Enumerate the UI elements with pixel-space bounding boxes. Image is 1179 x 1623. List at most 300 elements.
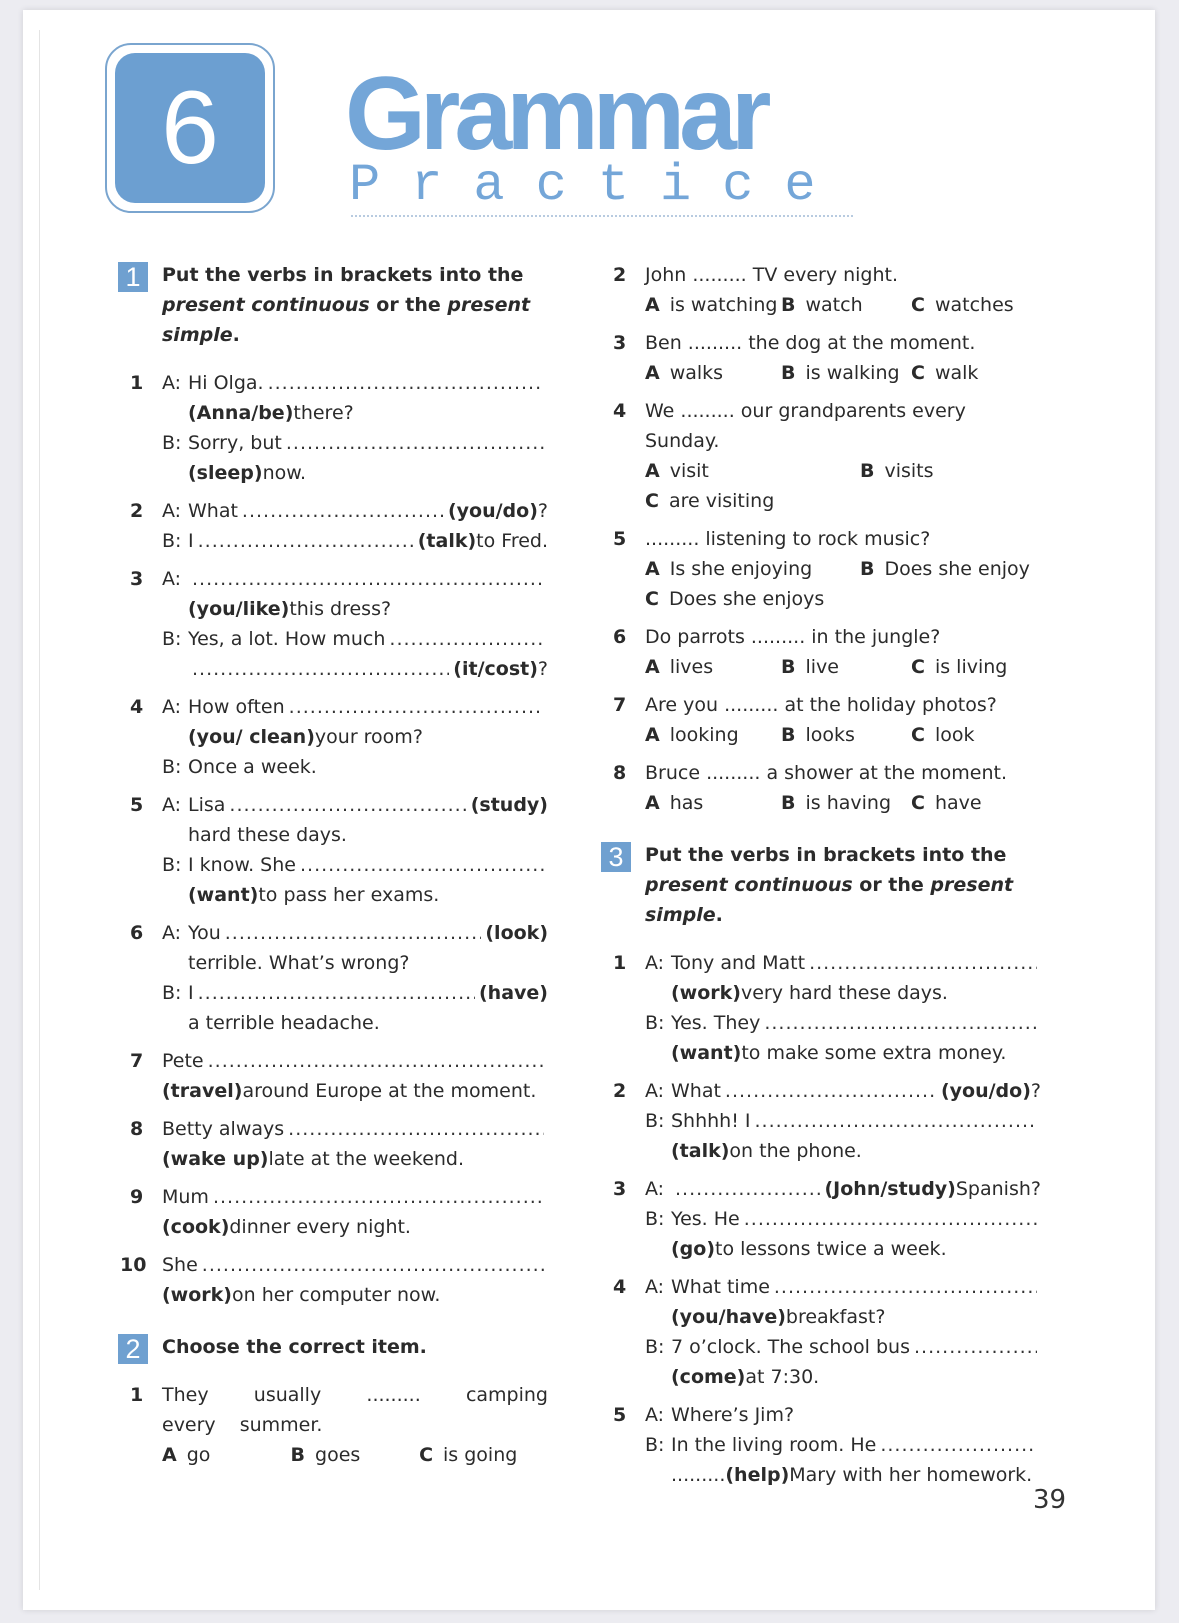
tense-name: present simple (645, 874, 1014, 926)
item-number: 1 (130, 1384, 144, 1406)
item-number: 7 (130, 1050, 144, 1072)
sentence-text: to make some extra money. (741, 1042, 1007, 1064)
options-row (645, 456, 1041, 486)
speaker-label: B: (162, 530, 182, 552)
exercise-item (601, 1174, 1041, 1264)
item-line (162, 1280, 548, 1310)
verb-prompt: (talk) (417, 530, 477, 552)
verb-prompt: (want) (188, 884, 259, 906)
item-number: 5 (613, 1404, 627, 1426)
item-line (162, 526, 548, 556)
exercise-item (118, 1182, 548, 1242)
item-line (162, 692, 548, 722)
answer-blank[interactable] (225, 918, 482, 948)
speaker-label: B: (645, 1012, 665, 1034)
item-line (162, 1212, 548, 1242)
option[interactable] (645, 290, 781, 320)
item-line (162, 1250, 548, 1280)
item-line (162, 752, 548, 782)
sentence-text: What time (671, 1276, 770, 1298)
exercise-1-heading (118, 260, 548, 350)
sentence-text: Tony and Matt (671, 952, 806, 974)
speaker-label: A: (645, 1276, 665, 1298)
sentence-text: on the phone. (729, 1140, 862, 1162)
option-letter: B (781, 724, 796, 746)
sentence-text: terrible. What’s wrong? (188, 952, 410, 974)
option-letter: A (162, 1444, 177, 1466)
sentence-text: Mum (162, 1186, 209, 1208)
item-line (162, 918, 548, 948)
option[interactable] (781, 720, 911, 750)
answer-blank[interactable] (198, 978, 475, 1008)
page-number: 39 (1033, 1485, 1067, 1515)
unit-number: 6 (115, 53, 265, 203)
sentence-text: In the living room. He (671, 1434, 877, 1456)
sentence-text: Once a week. (188, 756, 317, 778)
question-text: Do parrots ......... in the jungle? (645, 626, 941, 648)
option-text: lives (669, 656, 714, 678)
exercise-item (118, 1114, 548, 1174)
option-text: is walking (805, 362, 900, 384)
option[interactable] (911, 290, 1014, 320)
sentence-text: hard these days. (188, 824, 347, 846)
options-row (645, 720, 1041, 750)
instruction-text: or the (369, 294, 448, 316)
sentence-text: I know. She (188, 854, 296, 876)
exercise-number-badge: 1 (118, 262, 148, 292)
item-line (162, 458, 548, 488)
exercise-item (118, 1250, 548, 1310)
speaker-label: A: (645, 1178, 665, 1200)
option-letter: A (645, 724, 660, 746)
option-text: looks (805, 724, 855, 746)
option[interactable] (645, 554, 860, 584)
item-line (645, 978, 1041, 1008)
item-number: 5 (130, 794, 144, 816)
left-column (118, 260, 548, 1478)
verb-prompt: (it/cost) (453, 658, 538, 680)
item-line (645, 1174, 1041, 1204)
exercise-2-items-right (601, 260, 1041, 818)
speaker-label: A: (162, 372, 182, 394)
exercise-item (118, 790, 548, 910)
sentence-text: Mary with her homework. (789, 1464, 1033, 1486)
question-item (601, 758, 1041, 818)
option-letter: C (911, 656, 925, 678)
sentence-text: Pete (162, 1050, 204, 1072)
item-line (162, 594, 548, 624)
options-row (645, 486, 1041, 516)
answer-blank[interactable] (755, 1106, 1038, 1136)
item-line (162, 1008, 548, 1038)
speaker-label: B: (645, 1208, 665, 1230)
option[interactable] (911, 652, 1007, 682)
exercise-3-items (601, 948, 1041, 1490)
sentence-text: You (188, 922, 221, 944)
question-text: We ......... our grandparents every Sunday. (645, 400, 966, 452)
right-column (601, 260, 1041, 1498)
sentence-text: What (188, 500, 238, 522)
exercise-item (118, 564, 548, 684)
sentence-text: to Fred. (476, 530, 548, 552)
option[interactable] (645, 358, 781, 388)
question-text: Ben ......... the dog at the moment. (645, 332, 976, 354)
item-number: 10 (120, 1254, 147, 1276)
answer-blank[interactable] (725, 1076, 937, 1106)
tense-name: present continuous (645, 874, 853, 896)
verb-prompt: (cook) (162, 1216, 230, 1238)
sentence-text: a terrible headache. (188, 1012, 380, 1034)
speaker-label: A: (162, 696, 182, 718)
sentence-text: around Europe at the moment. (242, 1080, 537, 1102)
answer-blank[interactable] (198, 526, 414, 556)
option-text: is going (443, 1444, 518, 1466)
option[interactable] (645, 720, 781, 750)
exercise-item (118, 496, 548, 556)
item-number: 3 (613, 332, 627, 354)
item-line (162, 850, 548, 880)
exercise-item (118, 918, 548, 1038)
item-line (162, 1076, 548, 1106)
option-letter: B (781, 656, 796, 678)
exercise-3-instruction (645, 844, 1013, 926)
option-letter: C (645, 588, 659, 610)
exercise-2-instruction: Choose the correct item. (162, 1336, 427, 1358)
option[interactable] (645, 652, 781, 682)
tense-name: present simple (162, 294, 531, 346)
item-line (162, 1182, 548, 1212)
unit-badge (105, 43, 275, 213)
option-text: live (805, 656, 839, 678)
answer-blank[interactable] (764, 1008, 1037, 1038)
option[interactable] (911, 788, 982, 818)
item-number: 7 (613, 694, 627, 716)
item-number: 2 (613, 1080, 627, 1102)
item-line (162, 624, 548, 654)
exercise-item (601, 1076, 1041, 1166)
speaker-label: B: (162, 854, 182, 876)
verb-prompt: (you/do) (940, 1080, 1031, 1102)
option[interactable] (419, 1440, 548, 1470)
answer-blank[interactable] (389, 624, 544, 654)
item-line (645, 1302, 1041, 1332)
item-number: 6 (613, 626, 627, 648)
item-number: 2 (613, 264, 627, 286)
options-row (162, 1440, 548, 1470)
item-line (645, 1430, 1041, 1460)
item-line (162, 398, 548, 428)
item-line (645, 1400, 1041, 1430)
exercise-1-items (118, 368, 548, 1310)
option-text: is having (805, 792, 892, 814)
question-item (601, 396, 1041, 516)
sentence-text: I (188, 530, 194, 552)
item-number: 1 (613, 952, 627, 974)
option[interactable] (860, 554, 1030, 584)
option[interactable] (645, 486, 860, 516)
verb-prompt: (sleep) (188, 462, 263, 484)
option[interactable] (781, 652, 911, 682)
exercise-number-badge: 3 (601, 842, 631, 872)
sentence-text: to lessons twice a week. (715, 1238, 947, 1260)
item-number: 8 (130, 1118, 144, 1140)
option-letter: A (645, 460, 660, 482)
item-line (162, 880, 548, 910)
answer-blank[interactable] (213, 1182, 544, 1212)
option-text: Does she enjoy (884, 558, 1030, 580)
option-letter: B (781, 362, 796, 384)
item-line (162, 1144, 548, 1174)
item-number: 1 (130, 372, 144, 394)
sentence-text: 7 o’clock. The school bus (671, 1336, 911, 1358)
option[interactable] (645, 584, 860, 614)
exercise-item (601, 1272, 1041, 1392)
option-text: walks (669, 362, 724, 384)
exercise-2-heading (118, 1332, 548, 1362)
option-letter: C (911, 362, 925, 384)
question-item (601, 690, 1041, 750)
speaker-label: B: (162, 756, 182, 778)
item-line (162, 1114, 548, 1144)
option[interactable] (860, 456, 934, 486)
sentence-text: Yes. They (671, 1012, 761, 1034)
answer-blank[interactable] (774, 1272, 1037, 1302)
item-line (645, 1038, 1041, 1068)
verb-prompt: (work) (671, 982, 741, 1004)
option[interactable] (781, 290, 911, 320)
option-letter: B (290, 1444, 306, 1466)
option-text: Is she enjoying (669, 558, 813, 580)
answer-blank[interactable] (202, 1250, 544, 1280)
options-row (645, 358, 1041, 388)
sentence-text: What (671, 1080, 721, 1102)
sentence-text: ? (1030, 1080, 1041, 1102)
verb-prompt: (study) (470, 794, 548, 816)
speaker-label: B: (645, 1434, 665, 1456)
item-line (645, 1332, 1041, 1362)
item-line (162, 722, 548, 752)
sentence-text: on her computer now. (231, 1284, 441, 1306)
item-line (645, 1136, 1041, 1166)
sentence-text: Yes, a lot. How much (188, 628, 386, 650)
sentence-text: I (188, 982, 194, 1004)
answer-blank[interactable] (286, 428, 544, 458)
item-line (645, 1234, 1041, 1264)
option[interactable] (911, 720, 974, 750)
verb-prompt: (have) (479, 982, 548, 1004)
verb-prompt: (work) (162, 1284, 232, 1306)
options-row (645, 584, 1041, 614)
verb-prompt: (you/have) (671, 1306, 786, 1328)
option[interactable] (291, 1440, 420, 1470)
speaker-label: A: (645, 952, 665, 974)
sentence-text: to pass her exams. (258, 884, 440, 906)
question-item (601, 328, 1041, 388)
option[interactable] (781, 358, 911, 388)
sentence-text: She (162, 1254, 198, 1276)
workbook-page (23, 10, 1155, 1610)
option-text: has (669, 792, 704, 814)
sentence-text: at 7:30. (745, 1366, 820, 1388)
item-number: 3 (613, 1178, 627, 1200)
question-item (601, 260, 1041, 320)
sentence-text: How often (188, 696, 285, 718)
item-line (645, 948, 1041, 978)
option-letter: C (911, 294, 925, 316)
title-divider (351, 215, 853, 217)
sentence-text: late at the weekend. (268, 1148, 465, 1170)
item-line (645, 1008, 1041, 1038)
sentence-text: there? (293, 402, 354, 424)
option-letter: A (645, 656, 660, 678)
answer-blank[interactable] (300, 850, 544, 880)
option-text: are visiting (668, 490, 775, 512)
answer-blank[interactable] (229, 790, 466, 820)
option-letter: B (860, 460, 875, 482)
item-line (645, 1272, 1041, 1302)
sentence-text: this dress? (289, 598, 392, 620)
exercise-item (601, 948, 1041, 1068)
sentence-text: very hard these days. (740, 982, 948, 1004)
speaker-label: A: (645, 1080, 665, 1102)
answer-blank[interactable] (289, 692, 544, 722)
item-line (162, 368, 548, 398)
sentence-text: ? (537, 658, 548, 680)
options-row (645, 554, 1041, 584)
item-number: 6 (130, 922, 144, 944)
exercise-number-badge: 2 (118, 1334, 148, 1364)
question-item (601, 524, 1041, 614)
verb-prompt: (you/do) (447, 500, 538, 522)
sentence-text: Betty always (162, 1118, 285, 1140)
option-letter: A (645, 792, 660, 814)
option-text: Does she enjoys (668, 588, 825, 610)
option[interactable] (645, 456, 860, 486)
sentence-text: Where’s Jim? (671, 1404, 795, 1426)
option-text: watches (934, 294, 1014, 316)
answer-blank[interactable] (744, 1204, 1037, 1234)
item-number: 3 (130, 568, 144, 590)
verb-prompt: (talk) (671, 1140, 730, 1162)
option[interactable] (781, 788, 911, 818)
exercise-1-instruction (162, 264, 530, 346)
option-letter: A (645, 558, 660, 580)
option-text: looking (669, 724, 739, 746)
sentence-text: dinner every night. (229, 1216, 411, 1238)
sentence-text: Shhhh! I (671, 1110, 751, 1132)
item-line (162, 978, 548, 1008)
page-edge (39, 30, 40, 1590)
page-title: Grammar (345, 56, 766, 172)
option-text: goes (315, 1444, 361, 1466)
speaker-label: A: (162, 568, 182, 590)
item-line (645, 1362, 1041, 1392)
verb-prompt: (John/study) (824, 1178, 956, 1200)
speaker-label: A: (645, 1404, 665, 1426)
item-number: 8 (613, 762, 627, 784)
option-letter: C (419, 1444, 434, 1466)
option[interactable] (911, 358, 978, 388)
speaker-label: A: (162, 500, 182, 522)
verb-prompt: (wake up) (162, 1148, 269, 1170)
option-text: is watching (669, 294, 778, 316)
sentence-text: Hi Olga. (188, 372, 264, 394)
question-item (601, 622, 1041, 682)
sentence-text: Yes. He (671, 1208, 740, 1230)
item-number: 2 (130, 500, 144, 522)
option-letter: C (911, 792, 925, 814)
verb-prompt: (Anna/be) (188, 402, 294, 424)
instruction-text: or the (852, 874, 931, 896)
exercise-item (118, 692, 548, 782)
sentence-text: Lisa (188, 794, 226, 816)
verb-prompt: (help) (725, 1464, 790, 1486)
item-line (645, 1106, 1041, 1136)
option-letter: B (781, 294, 796, 316)
answer-blank[interactable] (208, 1046, 544, 1076)
item-line (162, 654, 548, 684)
exercise-item (118, 1046, 548, 1106)
question-text: ......... listening to rock music? (645, 528, 931, 550)
answer-blank[interactable] (880, 1430, 1037, 1460)
speaker-label: B: (645, 1110, 665, 1132)
option-text: visits (884, 460, 934, 482)
item-number: 4 (613, 1276, 627, 1298)
option[interactable] (162, 1440, 291, 1470)
item-line (645, 1076, 1041, 1106)
options-row (645, 788, 1041, 818)
option-text: have (934, 792, 982, 814)
item-line (162, 496, 548, 526)
item-line (645, 1204, 1041, 1234)
option-letter: C (645, 490, 659, 512)
option-text: go (186, 1444, 211, 1466)
sentence-text: your room? (314, 726, 423, 748)
option[interactable] (645, 788, 781, 818)
verb-prompt: (want) (671, 1042, 742, 1064)
option-text: look (934, 724, 975, 746)
verb-prompt: (travel) (162, 1080, 243, 1102)
answer-blank[interactable] (192, 564, 544, 594)
option-letter: A (645, 362, 660, 384)
answer-blank[interactable] (192, 654, 449, 684)
sentence-text: Sorry, but (188, 432, 282, 454)
instruction-text: . (232, 324, 240, 346)
answer-blank[interactable] (288, 1114, 544, 1144)
item-line (162, 428, 548, 458)
answer-blank[interactable] (914, 1332, 1037, 1362)
answer-blank[interactable] (675, 1174, 820, 1204)
item-line (162, 948, 548, 978)
exercise-2-items-left (118, 1380, 548, 1470)
answer-blank[interactable] (268, 368, 544, 398)
answer-blank[interactable] (242, 496, 444, 526)
answer-blank[interactable] (809, 948, 1037, 978)
speaker-label: B: (645, 1336, 665, 1358)
question-text: Are you ......... at the holiday photos? (645, 694, 997, 716)
item-line (645, 1460, 1041, 1490)
verb-prompt: (you/ clean) (188, 726, 315, 748)
item-line (162, 1046, 548, 1076)
options-row (645, 290, 1041, 320)
speaker-label: A: (162, 922, 182, 944)
option-text: watch (805, 294, 863, 316)
item-line (162, 564, 548, 594)
item-number: 9 (130, 1186, 144, 1208)
tense-name: present continuous (162, 294, 370, 316)
page-subtitle: Practice (349, 156, 847, 215)
sentence-text: now. (262, 462, 307, 484)
